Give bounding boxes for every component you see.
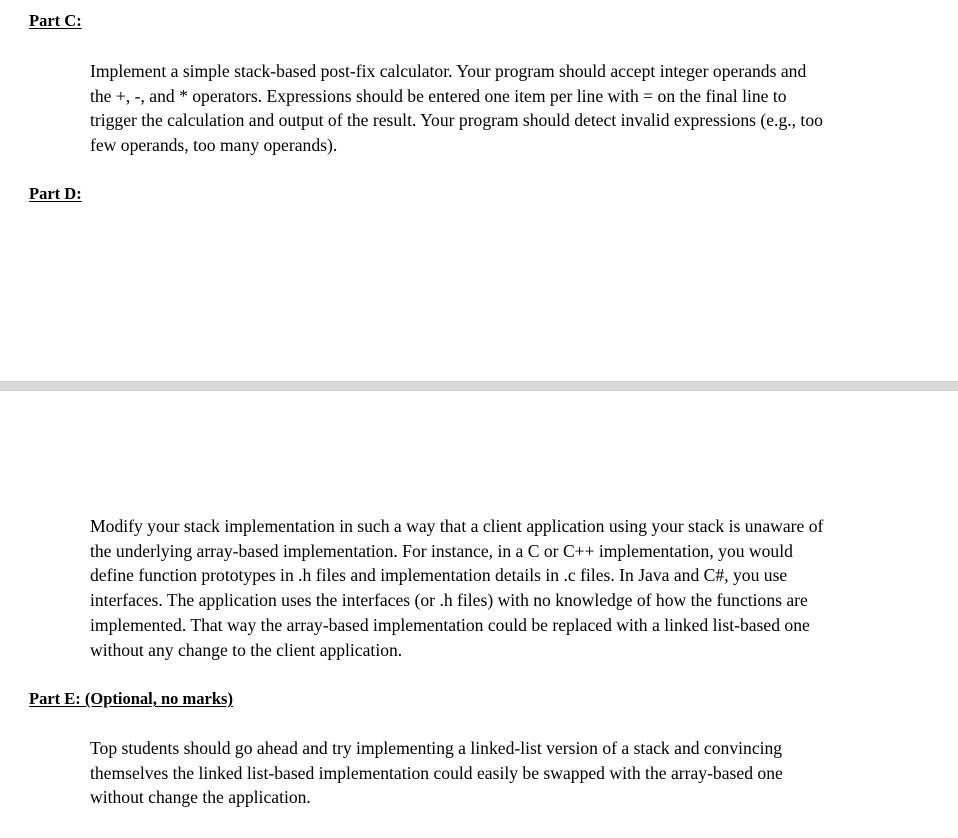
part-d-line: implemented. That way the array-based implementation could be replaced with a linked list-based one	[90, 614, 810, 635]
part-c-line: few operands, too many operands).	[90, 135, 338, 156]
part-e-line: without change the application.	[90, 787, 311, 808]
part-d-line: without any change to the client application.	[90, 639, 403, 660]
part-d-line: interfaces. The application uses the interfaces (or .h files) with no knowledge of how the functions are	[90, 590, 808, 611]
part-d-paragraph	[90, 514, 940, 662]
part-c-paragraph	[90, 59, 940, 158]
part-d-line: define function prototypes in .h files and implementation details in .c files. In Java and C#, you use	[90, 565, 788, 586]
part-e-line: themselves the linked list-based implementation could easily be swapped with the array-based one	[90, 762, 783, 783]
part-e-paragraph	[90, 736, 940, 810]
part-c-line: the +, -, and * operators. Expressions should be entered one item per line with = on the final line to	[90, 85, 787, 106]
part-d-line: Modify your stack implementation in such a way that a client application using your stack is unaware of	[90, 516, 824, 536]
part-c-line: trigger the calculation and output of the result. Your program should detect invalid expressions (e.g., too	[90, 110, 823, 131]
part-c-heading: Part C:	[29, 11, 82, 30]
part-e-line: Top students should go ahead and try implementing a linked-list version of a stack and convincing	[90, 738, 783, 758]
part-d-heading: Part D:	[29, 184, 82, 203]
part-e-heading: Part E: (Optional, no marks)	[29, 689, 233, 708]
part-c-line: Implement a simple stack-based post-fix calculator. Your program should accept integer operands and	[90, 61, 807, 81]
page-break-divider	[0, 381, 958, 391]
part-d-line: the underlying array-based implementation. For instance, in a C or C++ implementation, you would	[90, 540, 793, 561]
